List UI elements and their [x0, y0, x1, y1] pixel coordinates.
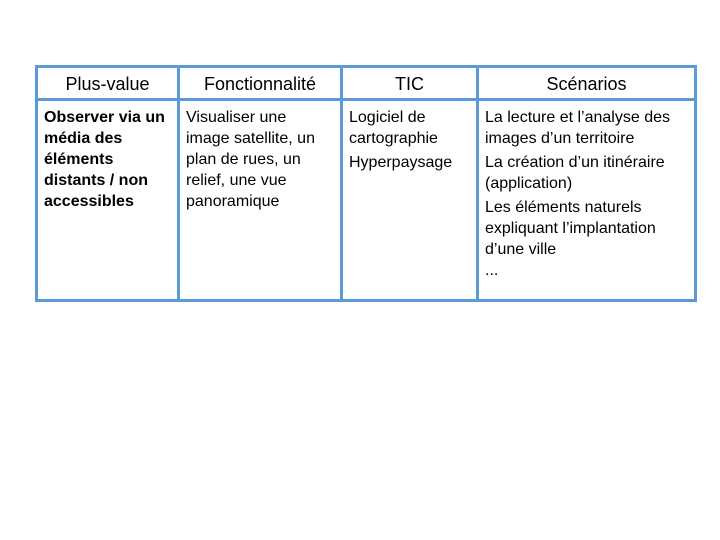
cell-scenarios	[479, 101, 694, 299]
header-fonctionnalite: Fonctionnalité	[180, 68, 343, 101]
scenario-item: La lecture et l’analyse des images d’un territoire	[485, 109, 670, 147]
header-scenarios: Scénarios	[479, 68, 694, 101]
scenario-item: La création d’un itinéraire (application)	[485, 154, 665, 192]
header-plus-value: Plus-value	[38, 68, 180, 101]
cell-tic	[343, 101, 479, 299]
header-tic: TIC	[343, 68, 479, 101]
scenario-item: Les éléments naturels expliquant l’implantation d’une ville	[485, 199, 656, 258]
cell-fonctionnalite: Visualiser une image satellite, un plan de rues, un relief, une vue panoramique	[180, 101, 343, 299]
tic-item: Logiciel de cartographie	[349, 109, 438, 147]
cell-plus-value: Observer via un média des éléments distants / non accessibles	[38, 101, 180, 299]
data-table	[35, 65, 697, 302]
tic-item: Hyperpaysage	[349, 154, 453, 171]
scenario-item: ...	[485, 262, 499, 279]
